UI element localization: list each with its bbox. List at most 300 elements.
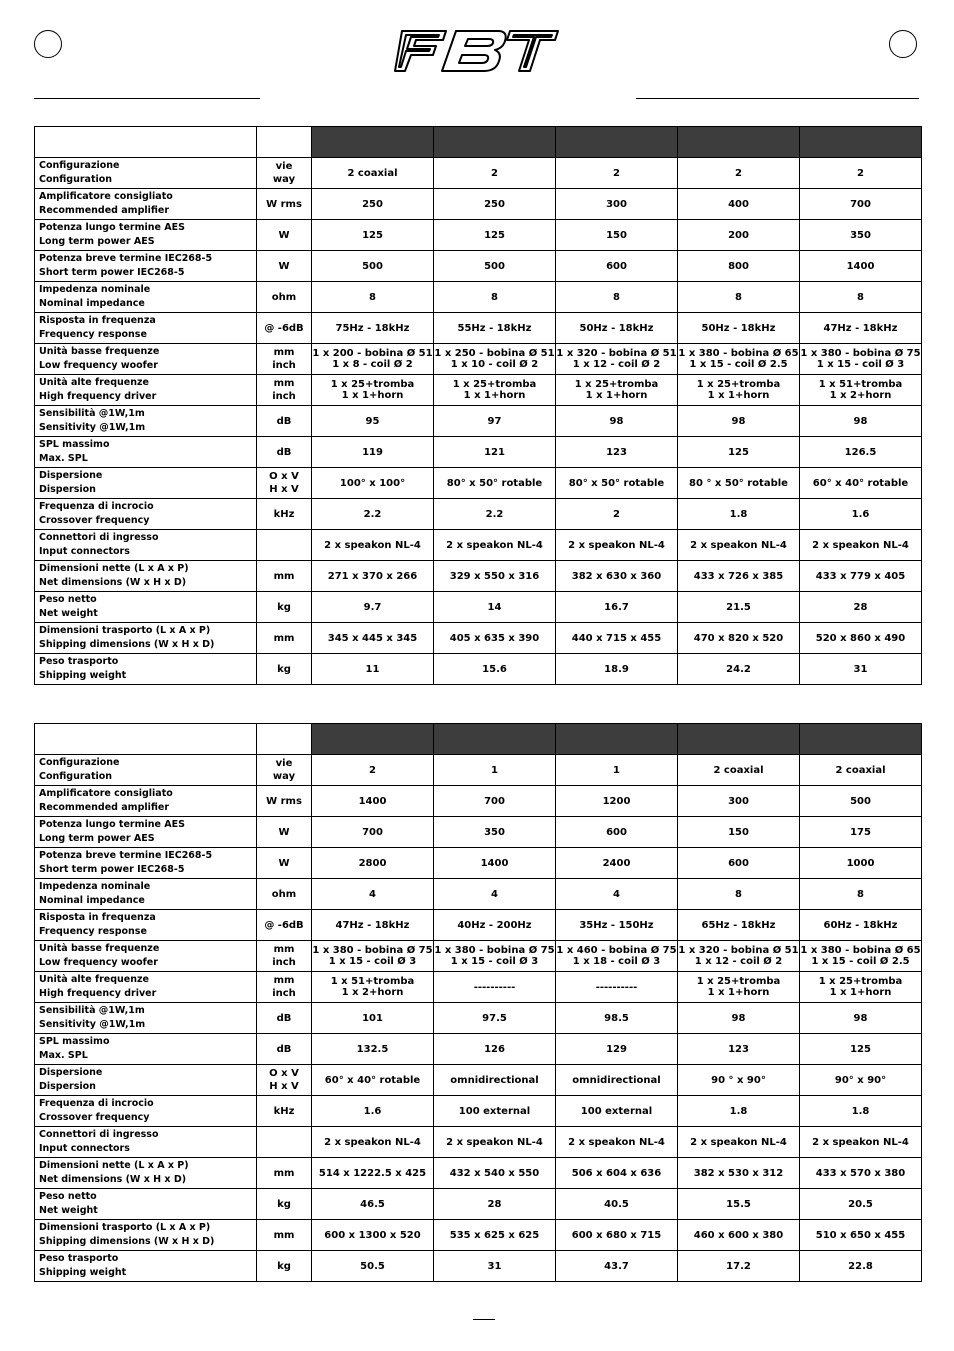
spec-value [556, 1096, 678, 1127]
table-row [35, 468, 922, 499]
cell-line: kg [277, 663, 291, 675]
cell-line: 24.2 [726, 663, 751, 675]
spec-value [434, 1065, 556, 1096]
cell-line: 14 [487, 601, 502, 613]
spec-value [678, 786, 800, 817]
spec-value [312, 879, 434, 910]
cell-line: mm [273, 1229, 295, 1241]
spec-value [800, 220, 922, 251]
spec-value [678, 499, 800, 530]
spec-value [800, 1127, 922, 1158]
spec-label [35, 1096, 257, 1127]
cell-line: 382 x 630 x 360 [571, 570, 662, 582]
cell-line: 1 x 51+tromba [818, 379, 903, 390]
cell-line: 600 x 1300 x 520 [324, 1229, 421, 1241]
spec-value [312, 1220, 434, 1251]
cell-line: Net weight [39, 1205, 98, 1216]
binder-hole-right-icon [889, 30, 917, 58]
cell-line: 1 x 320 - bobina Ø 51 [678, 945, 799, 956]
spec-value [312, 282, 434, 313]
spec-value [434, 220, 556, 251]
spec-value [556, 1189, 678, 1220]
cell-line: Shipping dimensions (W x H x D) [39, 1236, 215, 1247]
spec-value [678, 344, 800, 375]
cell-line: Peso trasporto [39, 656, 119, 667]
cell-line: 400 [728, 198, 749, 210]
spec-value [678, 1096, 800, 1127]
cell-line: 433 x 779 x 405 [815, 570, 906, 582]
spec-value [434, 1158, 556, 1189]
cell-line: 31 [853, 663, 868, 675]
spec-value [434, 972, 556, 1003]
spec-value [434, 468, 556, 499]
spec-value [556, 468, 678, 499]
cell-line: mm [273, 944, 295, 955]
table-row [35, 1127, 922, 1158]
table-row [35, 530, 922, 561]
cell-line: Crossover frequency [39, 1112, 150, 1123]
cell-line: 98 [853, 1012, 868, 1024]
cell-line: High frequency driver [39, 391, 157, 402]
spec-value [800, 375, 922, 406]
spec-value [678, 468, 800, 499]
spec-value [434, 282, 556, 313]
cell-line: 1 [491, 764, 498, 776]
page-number-rule [473, 1319, 495, 1320]
cell-line: High frequency driver [39, 988, 157, 999]
cell-line: 329 x 550 x 316 [449, 570, 540, 582]
spec-unit [257, 786, 312, 817]
spec-unit [257, 848, 312, 879]
spec-value [678, 1189, 800, 1220]
cell-line: 98 [609, 415, 624, 427]
cell-line: 1 x 12 - coil Ø 2 [572, 359, 661, 370]
spec-value [678, 623, 800, 654]
cell-line: Net dimensions (W x H x D) [39, 1174, 187, 1185]
spec-value [556, 375, 678, 406]
spec-value [312, 1189, 434, 1220]
cell-line: kg [277, 601, 291, 613]
spec-value [312, 468, 434, 499]
cell-line: 200 [728, 229, 749, 241]
spec-value [556, 1158, 678, 1189]
cell-line: 119 [362, 446, 383, 458]
cell-line: Configurazione [39, 160, 120, 171]
spec-value [434, 817, 556, 848]
cell-line: 432 x 540 x 550 [449, 1167, 540, 1179]
spec-value [434, 755, 556, 786]
spec-value [800, 468, 922, 499]
spec-value [434, 406, 556, 437]
cell-line: 175 [850, 826, 871, 838]
cell-line: W rms [266, 198, 302, 210]
spec-value [434, 561, 556, 592]
spec-value [678, 313, 800, 344]
spec-value [800, 189, 922, 220]
binder-hole-left-icon [34, 30, 62, 58]
spec-unit [257, 1127, 312, 1158]
spec-value [312, 1065, 434, 1096]
cell-line: 1 x 15 - coil Ø 3 [328, 956, 417, 967]
cell-line: vie [275, 161, 293, 172]
cell-line: W [278, 857, 290, 869]
spec-value [434, 879, 556, 910]
cell-line: 100 external [580, 1105, 653, 1117]
model-header-cell [800, 724, 922, 755]
cell-line: Potenza breve termine IEC268-5 [39, 850, 213, 861]
cell-line: 132.5 [356, 1043, 389, 1055]
cell-line: 75Hz - 18kHz [335, 322, 410, 334]
cell-line: 4 [613, 888, 620, 900]
unit-header-cell [257, 127, 312, 158]
spec-value [800, 530, 922, 561]
spec-value [556, 848, 678, 879]
spec-unit [257, 406, 312, 437]
cell-line: kHz [273, 1105, 295, 1117]
cell-line: 100° x 100° [339, 477, 406, 489]
cell-line: omnidirectional [450, 1074, 539, 1086]
model-header-cell [434, 724, 556, 755]
spec-value [312, 1127, 434, 1158]
spec-value [312, 499, 434, 530]
cell-line: 250 [484, 198, 505, 210]
spec-value [556, 530, 678, 561]
cell-line: Unità basse frequenze [39, 346, 160, 357]
cell-line: 31 [487, 1260, 502, 1272]
cell-line: 2 x speakon NL-4 [812, 539, 909, 551]
spec-value [434, 189, 556, 220]
cell-line: 433 x 570 x 380 [815, 1167, 906, 1179]
cell-line: vie [275, 758, 293, 769]
cell-line: Input connectors [39, 546, 130, 557]
table-row [35, 817, 922, 848]
cell-line: 47Hz - 18kHz [823, 322, 898, 334]
cell-line: 100 external [458, 1105, 531, 1117]
cell-line: 46.5 [360, 1198, 385, 1210]
spec-unit [257, 437, 312, 468]
spec-value [678, 189, 800, 220]
cell-line: 1 x 380 - bobina Ø 75 [434, 945, 555, 956]
spec-value [312, 623, 434, 654]
spec-value [556, 1003, 678, 1034]
spec-value [434, 848, 556, 879]
cell-line: 55Hz - 18kHz [457, 322, 532, 334]
cell-line: Risposta in frequenza [39, 912, 156, 923]
spec-value [312, 592, 434, 623]
spec-value [800, 406, 922, 437]
cell-line: 1 x 25+tromba [818, 976, 903, 987]
table-row [35, 786, 922, 817]
cell-line: mm [273, 1167, 295, 1179]
spec-label [35, 1189, 257, 1220]
spec-value [800, 972, 922, 1003]
cell-line: 1 x 15 - coil Ø 3 [816, 359, 905, 370]
spec-label [35, 282, 257, 313]
cell-line: 125 [728, 446, 749, 458]
spec-label [35, 848, 257, 879]
spec-label [35, 158, 257, 189]
spec-value [800, 1065, 922, 1096]
cell-line: Dimensioni trasporto (L x A x P) [39, 625, 211, 636]
table-row [35, 941, 922, 972]
cell-line: 514 x 1222.5 x 425 [318, 1167, 427, 1179]
cell-line: Configuration [39, 174, 113, 185]
spec-value [434, 654, 556, 685]
spec-value [678, 1251, 800, 1282]
spec-value [434, 623, 556, 654]
cell-line: 1400 [480, 857, 509, 869]
cell-line: @ -6dB [264, 322, 304, 334]
spec-unit [257, 561, 312, 592]
cell-line: 1000 [846, 857, 875, 869]
cell-line: 500 [362, 260, 383, 272]
cell-line: Unità alte frequenze [39, 377, 149, 388]
cell-line: 95 [365, 415, 380, 427]
spec-value [800, 1034, 922, 1065]
spec-value [556, 1065, 678, 1096]
spec-value [556, 1220, 678, 1251]
spec-value [678, 282, 800, 313]
spec-value [556, 406, 678, 437]
cell-line: 520 x 860 x 490 [815, 632, 906, 644]
cell-line: 2 [613, 508, 620, 520]
cell-line: kg [277, 1198, 291, 1210]
spec-label [35, 1220, 257, 1251]
cell-line: 1 x 1+horn [707, 987, 770, 998]
spec-label [35, 344, 257, 375]
cell-line: Dispersion [39, 484, 96, 495]
cell-line: H x V [269, 1081, 299, 1092]
spec-value [678, 817, 800, 848]
cell-line: Recommended amplifier [39, 802, 170, 813]
spec-value [556, 755, 678, 786]
cell-line: Sensibilità @1W,1m [39, 408, 145, 419]
spec-label [35, 786, 257, 817]
cell-line: 2.2 [485, 508, 504, 520]
spec-label [35, 375, 257, 406]
table-row [35, 623, 922, 654]
cell-line: 433 x 726 x 385 [693, 570, 784, 582]
cell-line: Dimensioni nette (L x A x P) [39, 1160, 189, 1171]
cell-line: W rms [266, 795, 302, 807]
spec-value [800, 1251, 922, 1282]
cell-line: 2 coaxial [713, 764, 764, 776]
cell-line: 1 x 25+tromba [696, 379, 781, 390]
cell-line: 1 x 380 - bobina Ø 75 [312, 945, 433, 956]
cell-line: 300 [728, 795, 749, 807]
cell-line: Nominal impedance [39, 298, 145, 309]
cell-line: 600 [606, 826, 627, 838]
cell-line: 40Hz - 200Hz [457, 919, 532, 931]
spec-value [800, 910, 922, 941]
label-header-cell [35, 724, 257, 755]
spec-value [800, 1220, 922, 1251]
cell-line: 1 x 320 - bobina Ø 51 [556, 348, 677, 359]
cell-line: inch [272, 391, 296, 402]
spec-value [312, 220, 434, 251]
cell-line: 510 x 650 x 455 [815, 1229, 906, 1241]
spec-label [35, 941, 257, 972]
cell-line: 150 [728, 826, 749, 838]
cell-line: 80° x 50° rotable [568, 477, 665, 489]
spec-value [556, 499, 678, 530]
cell-line: ---------- [595, 981, 638, 993]
spec-value [556, 1251, 678, 1282]
cell-line: 2 x speakon NL-4 [324, 539, 421, 551]
cell-line: 700 [362, 826, 383, 838]
cell-line: 11 [365, 663, 380, 675]
cell-line: mm [273, 570, 295, 582]
table-row [35, 189, 922, 220]
cell-line: 90 ° x 90° [711, 1074, 766, 1086]
spec-label [35, 623, 257, 654]
spec-value [434, 786, 556, 817]
cell-line: inch [272, 988, 296, 999]
table-row [35, 1065, 922, 1096]
cell-line: 125 [850, 1043, 871, 1055]
spec-value [800, 313, 922, 344]
cell-line: 2 x speakon NL-4 [568, 539, 665, 551]
spec-label [35, 972, 257, 1003]
cell-line: 28 [487, 1198, 502, 1210]
spec-label [35, 499, 257, 530]
spec-value [312, 654, 434, 685]
cell-line: 1 x 1+horn [707, 390, 770, 401]
spec-value [800, 623, 922, 654]
table-row [35, 1251, 922, 1282]
spec-value [800, 817, 922, 848]
spec-label [35, 251, 257, 282]
spec-unit [257, 817, 312, 848]
spec-value [678, 1158, 800, 1189]
spec-value [678, 561, 800, 592]
cell-line: 600 [606, 260, 627, 272]
model-header-cell [312, 127, 434, 158]
cell-line: dB [276, 1043, 292, 1055]
cell-line: 125 [362, 229, 383, 241]
cell-line: 80° x 50° rotable [446, 477, 543, 489]
spec-value [556, 623, 678, 654]
spec-value [312, 1251, 434, 1282]
cell-line: dB [276, 415, 292, 427]
cell-line: Long term power AES [39, 833, 155, 844]
cell-line: 1400 [846, 260, 875, 272]
spec-value [556, 282, 678, 313]
spec-value [434, 1220, 556, 1251]
spec-value [800, 1189, 922, 1220]
cell-line: 600 [728, 857, 749, 869]
cell-line: 98 [731, 415, 746, 427]
spec-value [312, 344, 434, 375]
cell-line: 1 [613, 764, 620, 776]
cell-line: Input connectors [39, 1143, 130, 1154]
spec-unit [257, 1251, 312, 1282]
spec-label [35, 910, 257, 941]
cell-line: 460 x 600 x 380 [693, 1229, 784, 1241]
spec-value [800, 786, 922, 817]
cell-line: omnidirectional [572, 1074, 661, 1086]
cell-line: 47Hz - 18kHz [335, 919, 410, 931]
cell-line: mm [273, 347, 295, 358]
cell-line: 60° x 40° rotable [812, 477, 909, 489]
cell-line: 123 [606, 446, 627, 458]
spec-unit [257, 158, 312, 189]
spec-value [556, 344, 678, 375]
spec-value [678, 530, 800, 561]
cell-line: 2 [613, 167, 620, 179]
spec-unit [257, 282, 312, 313]
cell-line: Impedenza nominale [39, 284, 151, 295]
spec-value [312, 313, 434, 344]
table-row [35, 344, 922, 375]
cell-line: W [278, 826, 290, 838]
cell-line: W [278, 260, 290, 272]
spec-label [35, 561, 257, 592]
table-row [35, 251, 922, 282]
cell-line: 1 x 25+tromba [574, 379, 659, 390]
spec-value [556, 1127, 678, 1158]
spec-value [556, 879, 678, 910]
cell-line: Configuration [39, 771, 113, 782]
cell-line: mm [273, 378, 295, 389]
cell-line: 125 [484, 229, 505, 241]
spec-label [35, 879, 257, 910]
cell-line: 98.5 [604, 1012, 629, 1024]
spec-value [678, 1220, 800, 1251]
spec-unit [257, 1189, 312, 1220]
cell-line: 1 x 200 - bobina Ø 51 [312, 348, 433, 359]
spec-value [678, 879, 800, 910]
spec-label [35, 220, 257, 251]
table-row [35, 1003, 922, 1034]
cell-line: 1 x 18 - coil Ø 3 [572, 956, 661, 967]
spec-value [556, 251, 678, 282]
spec-label [35, 755, 257, 786]
cell-line: ohm [271, 291, 297, 303]
cell-line: 1 x 25+tromba [330, 379, 415, 390]
table-row [35, 592, 922, 623]
cell-line: 506 x 604 x 636 [571, 1167, 662, 1179]
spec-value [556, 786, 678, 817]
cell-line: Impedenza nominale [39, 881, 151, 892]
cell-line: @ -6dB [264, 919, 304, 931]
cell-line: 126 [484, 1043, 505, 1055]
cell-line: 22.8 [848, 1260, 873, 1272]
cell-line: dB [276, 446, 292, 458]
cell-line: 350 [484, 826, 505, 838]
cell-line: 1.8 [851, 1105, 870, 1117]
cell-line: 2 x speakon NL-4 [446, 539, 543, 551]
spec-value [312, 375, 434, 406]
cell-line: ohm [271, 888, 297, 900]
cell-line: 1 x 15 - coil Ø 2.5 [811, 956, 910, 967]
cell-line: Shipping weight [39, 1267, 127, 1278]
spec-value [434, 941, 556, 972]
spec-unit [257, 189, 312, 220]
cell-line: 9.7 [363, 601, 382, 613]
cell-line: Shipping dimensions (W x H x D) [39, 639, 215, 650]
spec-value [678, 437, 800, 468]
cell-line: 98 [731, 1012, 746, 1024]
cell-line: 8 [857, 888, 864, 900]
cell-line: Frequency response [39, 329, 147, 340]
cell-line: 60Hz - 18kHz [823, 919, 898, 931]
spec-value [800, 848, 922, 879]
spec-value [556, 910, 678, 941]
cell-line: 700 [484, 795, 505, 807]
cell-line: Dispersione [39, 1067, 103, 1078]
cell-line: 2 [491, 167, 498, 179]
